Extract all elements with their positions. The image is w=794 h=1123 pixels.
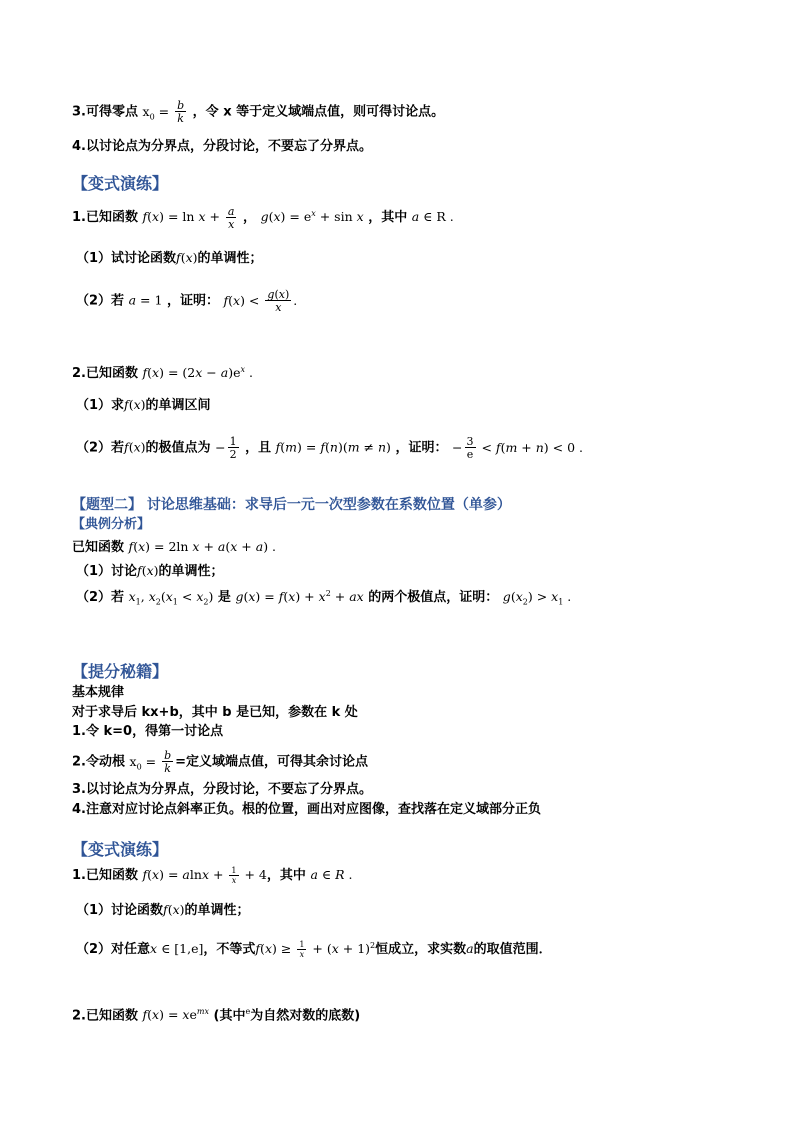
rule-3: 3.以讨论点为分界点，分段讨论，不要忘了分界点。 [72, 782, 372, 797]
v2-question-2: 2.已知函数 $f(x) = xe^{mx}$ (其中$^e$为自然对数的底数) [72, 1007, 361, 1024]
inequality: f(x) < $\frac{g(x)}{x}$ . [223, 288, 298, 314]
rule-line-4: 4.以讨论点为分界点，分段讨论，不要忘了分界点。 [72, 139, 372, 154]
rule-1: 1.令 k=0，得第一讨论点 [72, 724, 224, 739]
analysis-label: 【典例分析】 [72, 517, 151, 532]
v1-q1-part2: （2）若 a = 1 ，证明： f(x) < $\frac{g(x)}{x}$ . [76, 288, 298, 314]
v1-question-2: 2.已知函数 $f(x) = (2x - a)e^x$ . [72, 365, 253, 382]
tips-header: 【提分秘籍】 [72, 662, 169, 681]
v2-part2: （2）对任意x ∈ [1,e]，不等式f(x) ≥ $\frac{1}{x}$ + $(x + 1)^2$恒成立，求实数a的取值范围． [76, 939, 552, 959]
v1-question-1: 1.已知函数 f(x) = ln x + $\frac{a}{x}$ ， $g(x) = e^x + \sin x$ ，其中 a ∈ R . [72, 204, 454, 231]
variant-header-2: 【变式演练】 [72, 840, 169, 859]
v1-q2-part1: （1）求f(x)的单调区间 [76, 397, 211, 413]
v1-q1-part1: （1）试讨论函数f(x)的单调性； [76, 250, 263, 266]
g-definition: $g(x) = e^x + \sin x$ [260, 209, 364, 225]
v1-q2-part2: （2）若f(x)的极值点为 − $\frac{1}{2}$ ，且 f(m) = f(n)(m ≠ n) ，证明： − $\frac{3}{e}$ < f(m + n) < 0 . [76, 435, 583, 461]
type2-part1: （1）讨论f(x)的单调性； [76, 563, 224, 579]
variant-header-1: 【变式演练】 [72, 174, 169, 193]
rule-2: 2.令动根 $x_0$ = $\frac{b}{k}$ =定义域端点值，可得其余讨论点 [72, 749, 369, 775]
v2-question-1: 1.已知函数 f(x) = alnx + $\frac{1}{x}$ + 4，其中 a ∈ R . [72, 865, 353, 885]
rule-0: 对于求导后 kx+b，其中 b 是已知，参数在 k 处 [72, 705, 358, 720]
v2-part1: （1）讨论函数f(x)的单调性； [76, 902, 250, 918]
rule-title: 基本规律 [72, 685, 125, 700]
zero-point-formula: $x_0$ = $\frac{b}{k}$ [142, 99, 185, 125]
type2-intro: 已知函数 f(x) = 2ln x + a(x + a) . [72, 539, 277, 555]
f-definition: f(x) = ln x + $\frac{a}{x}$ [142, 204, 235, 231]
rule-line-3: 3.可得零点 $x_0$ = $\frac{b}{k}$ ，令 x 等于定义域端点值，则可得讨论点。 [72, 99, 445, 125]
type2-part2: （2）若 $x_1$, $x_2(x_1 < x_2)$ 是 $g(x) = f(x) + x^2$ + ax 的两个极值点，证明： $g(x_2) > x_1$ . [76, 589, 572, 607]
type2-title: 【题型二】 讨论思维基础：求导后一元一次型参数在系数位置（单参） [72, 497, 511, 513]
rule-4: 4.注意对应讨论点斜率正负。根的位置，画出对应图像，查找落在定义域部分正负 [72, 802, 541, 817]
